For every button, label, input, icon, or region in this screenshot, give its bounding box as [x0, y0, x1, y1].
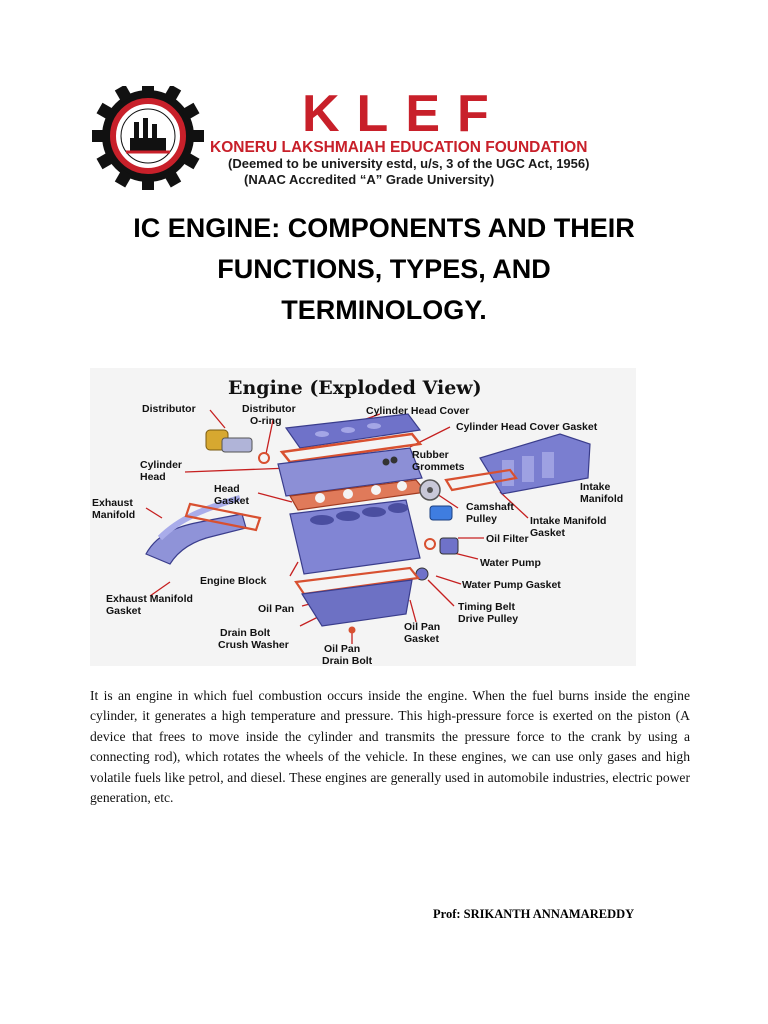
label-oil-pan-gasket-1: Oil Pan [404, 621, 441, 633]
body-paragraph: It is an engine in which fuel combustion occurs inside the engine. When the fuel burns inside the engine cylinder, it generates a high temperature and pressure. This high-pressure force is exerted on the piston (A device that frees to move inside the cylinder and transmits the pressure force to the crank by using a connecting rod), which rotates the wheels of the vehicle. In these engines, we can use only gases and high volatile fuels like petrol, and diesel. These engines are generally used in automobile industries, electric power generation, etc. [90, 688, 690, 806]
label-exhaust-manifold-gasket-1: Exhaust Manifold [106, 593, 193, 605]
page-title-line-2: FUNCTIONS, TYPES, AND [217, 254, 551, 284]
label-intake-manifold-gasket-1: Intake Manifold [530, 515, 607, 527]
label-distributor: Distributor [142, 403, 196, 415]
engine-block-part [290, 500, 420, 574]
figure-title: Engine (Exploded View) [228, 377, 482, 399]
label-engine-block: Engine Block [200, 575, 267, 587]
label-rubber-grommets-1: Rubber [412, 449, 449, 461]
label-water-pump-gasket: Water Pump Gasket [462, 579, 561, 591]
label-rubber-grommets-2: Grommets [412, 461, 465, 473]
distributor-part [206, 430, 252, 452]
oil-pan-part [302, 580, 412, 626]
page-title-line-1: IC ENGINE: COMPONENTS AND THEIR [133, 213, 635, 243]
label-oil-pan-drain-bolt-1: Oil Pan [324, 643, 361, 655]
label-exhaust-manifold-gasket-2: Gasket [106, 605, 142, 617]
label-exhaust-manifold-2: Manifold [92, 509, 136, 521]
label-exhaust-manifold-1: Exhaust [92, 497, 133, 509]
intake-manifold-part [480, 434, 590, 494]
exhaust-manifold-part [146, 498, 246, 564]
label-oil-pan-gasket-2: Gasket [404, 633, 440, 645]
label-cylinder-head-2: Head [140, 471, 166, 483]
institution-name: KONERU LAKSHMAIAH EDUCATION FOUNDATION [210, 139, 588, 156]
engine-exploded-view-figure [90, 368, 636, 666]
label-intake-manifold-gasket-2: Gasket [530, 527, 566, 539]
label-cylinder-head-cover: Cylinder Head Cover [366, 405, 470, 417]
institution-accreditation: (NAAC Accredited “A” Grade University) [244, 172, 495, 187]
label-timing-belt-1: Timing Belt [458, 601, 515, 613]
label-distributor-oring-2: O-ring [250, 415, 282, 427]
gear-seal-icon [90, 86, 210, 190]
author-credit: Prof: SRIKANTH ANNAMAREDDY [433, 907, 635, 921]
page-title [60, 208, 708, 331]
label-head-gasket-1: Head [214, 483, 240, 495]
label-drain-bolt-1: Drain Bolt [220, 627, 271, 639]
label-cylinder-head-cover-gasket: Cylinder Head Cover Gasket [456, 421, 598, 433]
label-drain-bolt-2: Crush Washer [218, 639, 289, 651]
label-camshaft-pulley-2: Pulley [466, 513, 497, 525]
water-pump-part [440, 538, 458, 554]
label-intake-manifold-2: Manifold [580, 493, 624, 505]
label-timing-belt-2: Drive Pulley [458, 613, 519, 625]
label-water-pump: Water Pump [480, 557, 541, 569]
label-oil-pan-drain-bolt-2: Drain Bolt [322, 655, 373, 666]
label-camshaft-pulley-1: Camshaft [466, 501, 514, 513]
oil-filter-part [430, 506, 452, 520]
page-title-line-3: TERMINOLOGY. [281, 295, 487, 325]
label-oil-pan: Oil Pan [258, 603, 295, 615]
label-intake-manifold-1: Intake [580, 481, 611, 493]
label-distributor-oring-1: Distributor [242, 403, 296, 415]
label-oil-filter: Oil Filter [486, 533, 529, 545]
label-head-gasket-2: Gasket [214, 495, 250, 507]
logo-wordmark: KLEF [302, 85, 506, 143]
label-cylinder-head-1: Cylinder [140, 459, 183, 471]
institution-deemed-note: (Deemed to be university estd, u/s, 3 of the UGC Act, 1956) [228, 156, 590, 171]
